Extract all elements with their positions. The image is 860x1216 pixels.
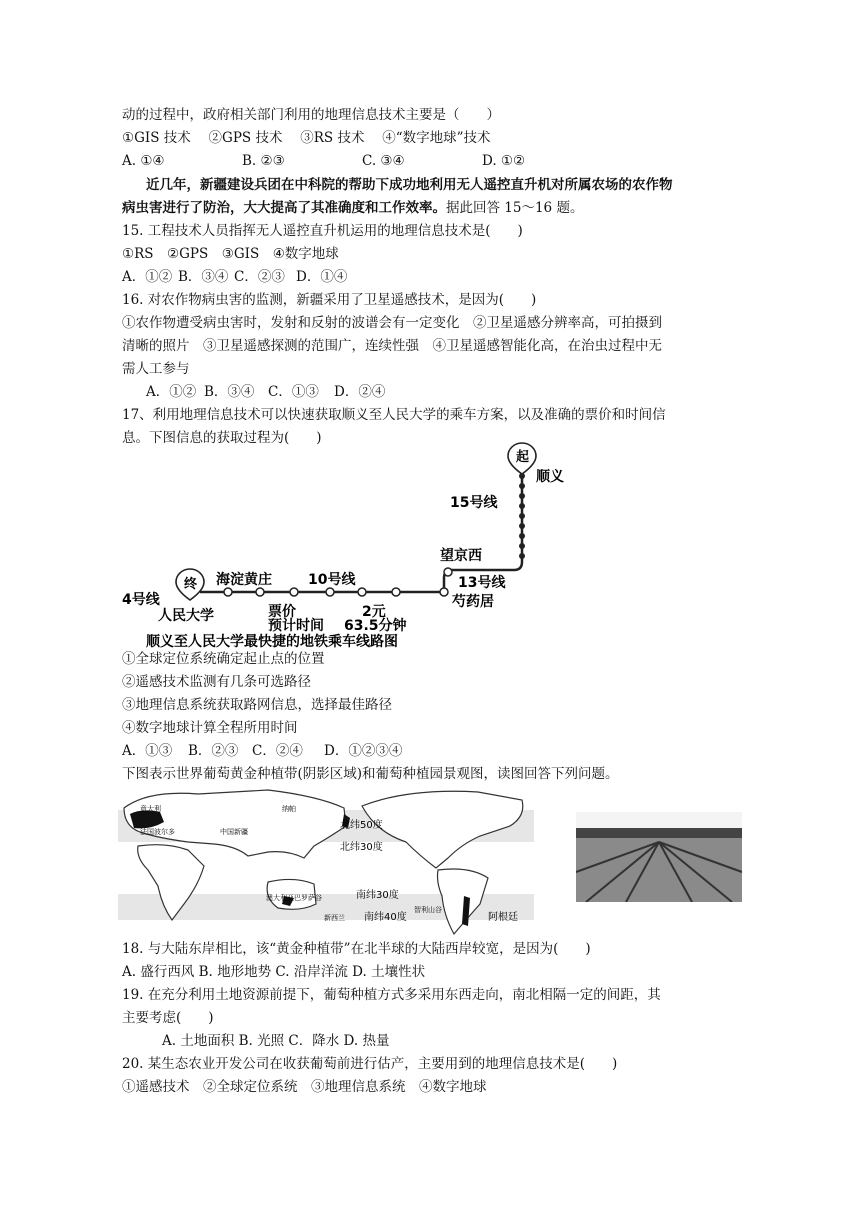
statements: ①RS ②GPS ③GIS ④数字地球: [122, 246, 339, 262]
option: D．②④: [334, 384, 386, 400]
label-italy: 意大利: [140, 805, 161, 813]
station-shaoyaoju: 芍药居: [452, 594, 494, 610]
world-grape-belt-map: [118, 786, 534, 936]
option: C. ③④: [362, 153, 405, 169]
tree-line: [576, 828, 742, 838]
option: C．①③: [268, 384, 319, 400]
line-13-label: 13号线: [458, 575, 506, 591]
label-xinjiang: 中国新疆: [220, 828, 248, 836]
label-argentina: 阿根廷: [488, 912, 518, 923]
question-16: 16. 对农作物病虫害的监测，新疆采用了卫星遥感技术，是因为( ): [122, 292, 537, 308]
question-19: 19. 在充分利用土地资源前提下，葡萄种植方式多采用东西走向，南北相隔一定的间距，其: [122, 987, 661, 1003]
metro-route-map: [118, 442, 598, 650]
option: D. ①②: [482, 153, 526, 169]
statement: ③地理信息系统获取路网信息，选择最佳路径: [122, 697, 392, 713]
station-wangjingxi: 望京西: [440, 548, 482, 564]
map-caption: 顺义至人民大学最快捷的地铁乘车线路图: [146, 634, 398, 650]
line-4-label: 4号线: [122, 592, 160, 608]
option: D．①④: [296, 269, 348, 285]
statement: ①全球定位系统确定起止点的位置: [122, 651, 325, 667]
label-chile: 智利山谷: [414, 906, 442, 914]
option: B．③④: [178, 269, 229, 285]
options-line: A. 盛行西风 B. 地形地势 C. 沿岸洋流 D. 土壤性状: [122, 964, 426, 980]
lat-n50: 北纬50度: [340, 820, 383, 831]
question-18: 18. 与大陆东岸相比，该“黄金种植带”在北半球的大陆西岸较宽，是因为( ): [122, 941, 591, 957]
intro-text: 下图表示世界葡萄黄金种植带(阴影区域)和葡萄种植园景观图，读图回答下列问题。: [122, 766, 619, 782]
option: B．②③: [188, 743, 239, 759]
passage-line: [122, 199, 583, 217]
fare-label: 票价: [268, 604, 296, 620]
question-15: 15. 工程技术人员指挥无人遥控直升机运用的地理信息技术是( ): [122, 223, 523, 239]
time-value: 63.5分钟: [344, 618, 407, 634]
option: C．②③: [234, 269, 285, 285]
station-marker: [444, 568, 452, 576]
line-15-label: 15号线: [450, 495, 498, 511]
label-bordeaux: 法国波尔多: [140, 828, 175, 836]
station-renda: 人民大学: [158, 608, 214, 624]
start-badge: 起: [516, 450, 530, 465]
statement: ②遥感技术监测有几条可选路径: [122, 674, 311, 690]
statement: ④数字地球计算全程所用时间: [122, 720, 298, 736]
question-19: 主要考虑( ): [122, 1010, 214, 1026]
passage-bold: 近几年，新疆建设兵团在中科院的帮助下成功地利用无人遥控直升机对所属农场的农作物: [146, 177, 673, 193]
label-australia: 澳大利亚巴罗萨谷: [266, 894, 322, 902]
text-line: 动的过程中，政府相关部门利用的地理信息技术主要是（ ）: [122, 107, 500, 123]
statements: 清晰的照片 ③卫星遥感探测的范围广，连续性强 ④卫星遥感智能化高，在治虫过程中无: [122, 338, 662, 354]
fare-value: 2元: [362, 604, 386, 620]
vineyard-photo: [576, 812, 742, 902]
station-haidian: 海淀黄庄: [216, 572, 272, 588]
statements: 需人工参与: [122, 361, 190, 377]
passage-note: 据此回答 15～16 题。: [446, 200, 584, 216]
end-badge: 终: [184, 577, 198, 592]
options-line: [122, 268, 347, 286]
options-line: A. 土地面积 B. 光照 C．降水 D. 热量: [162, 1033, 390, 1049]
question-17: 17、利用地理信息技术可以快速获取顺义至人民大学的乘车方案，以及准确的票价和时间信: [122, 407, 666, 423]
option: B. ②③: [242, 153, 285, 169]
statements: ①农作物遭受病虫害时，发射和反射的波谱会有一定变化 ②卫星遥感分辨率高，可拍摄到: [122, 315, 662, 331]
station-dots: [519, 473, 525, 559]
lat-s30: 南纬30度: [356, 890, 399, 901]
text-line: ①GIS 技术 ②GPS 技术 ③RS 技术 ④“数字地球”技术: [122, 130, 491, 146]
option: A．①③: [122, 743, 173, 759]
vineyard-field: [576, 838, 742, 902]
station-shunyi: 顺义: [536, 469, 564, 485]
option: A．①②: [122, 269, 173, 285]
option: C．②④: [252, 743, 303, 759]
options-line: [146, 383, 385, 401]
option: A. ①④: [122, 153, 165, 169]
lat-n30: 北纬30度: [340, 842, 383, 853]
option: D．①②③④: [324, 743, 403, 759]
lat-s40: 南纬40度: [364, 912, 407, 923]
passage-bold: 病虫害进行了防治，大大提高了其准确度和工作效率。: [122, 200, 446, 216]
label-nz: 新西兰: [324, 914, 345, 922]
question-20: 20. 某生态农业开发公司在收获葡萄前进行估产，主要用到的地理信息技术是( ): [122, 1056, 618, 1072]
option: A．①②: [146, 384, 197, 400]
line-10-label: 10号线: [308, 572, 356, 588]
time-label: 预计时间: [268, 618, 324, 634]
options-line: [122, 742, 402, 760]
statements: ①遥感技术 ②全球定位系统 ③地理信息系统 ④数字地球: [122, 1079, 487, 1095]
option: B．③④: [204, 384, 255, 400]
question-17: 息。下图信息的获取过程为( ): [122, 430, 322, 446]
options-line: [122, 152, 525, 170]
label-napa: 纳帕: [282, 805, 296, 813]
